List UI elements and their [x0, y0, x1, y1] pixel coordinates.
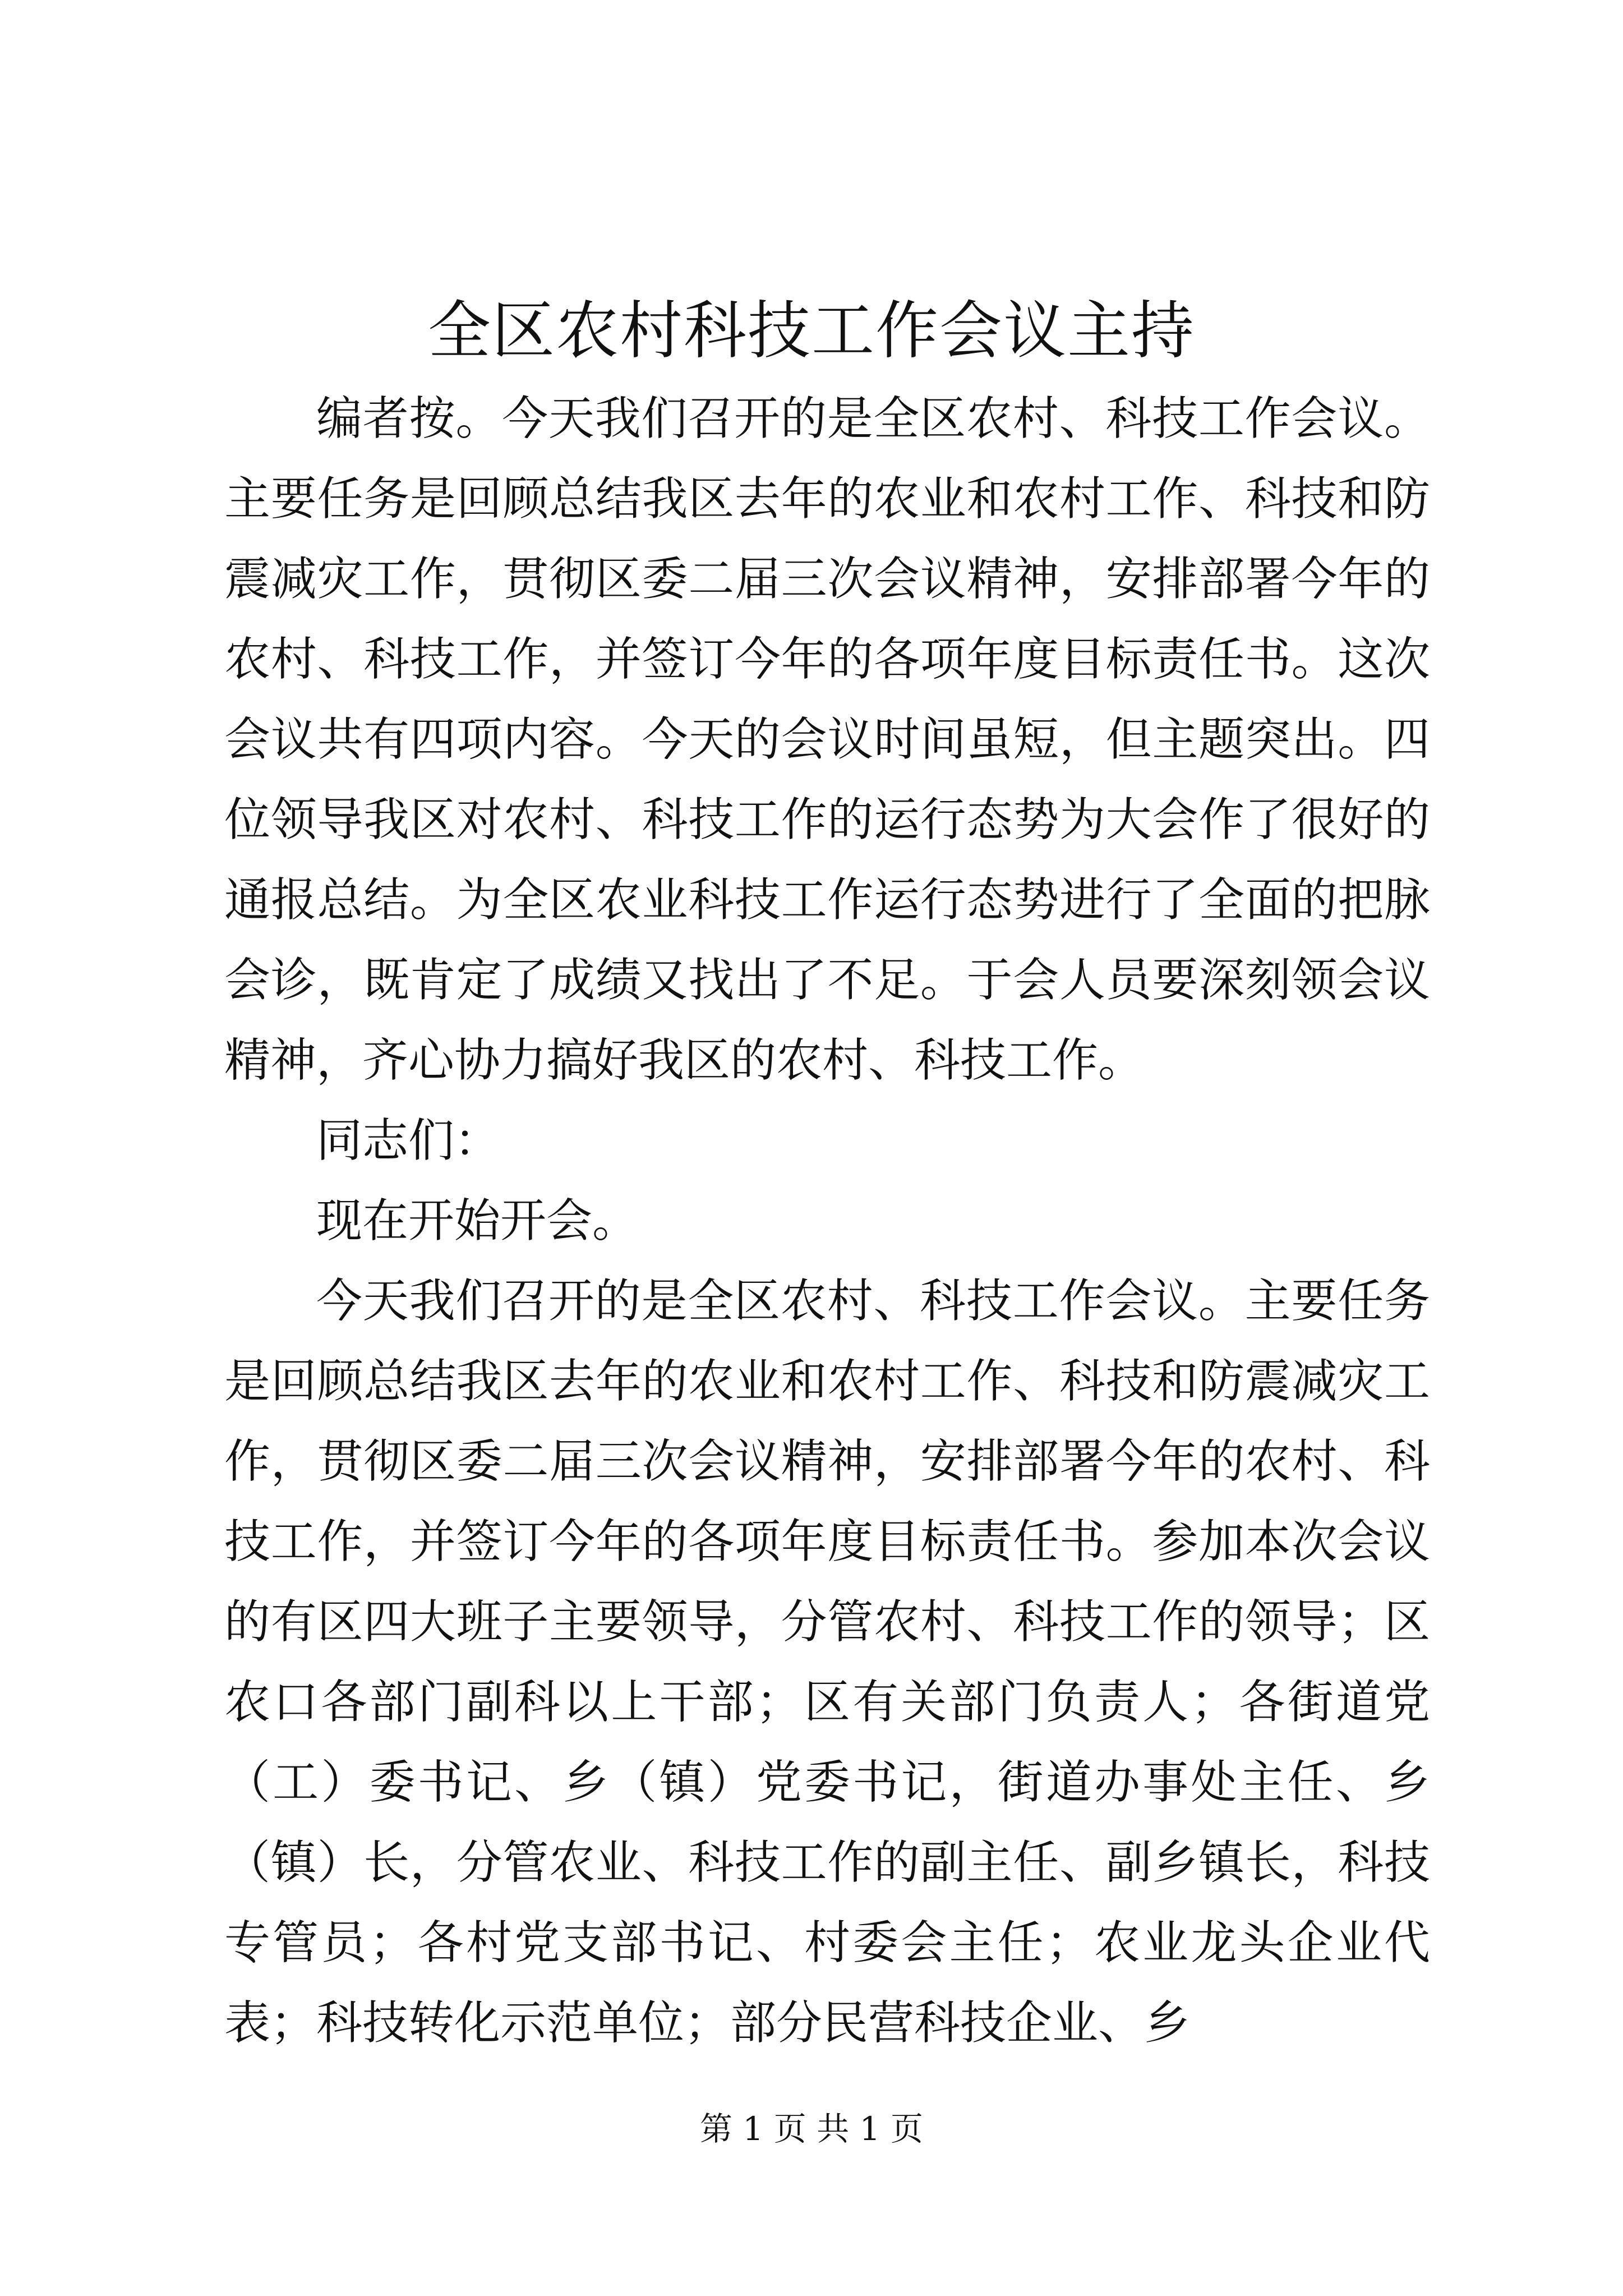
paragraph-editor-note: 编者按。今天我们召开的是全区农村、科技工作会议。主要任务是回顾总结我区去年的农业和农村工作、科技和防震减灾工作，贯彻区委二届三次会议精神，安排部署今年的农村、科技工作，并签订今年的各项年度目标责任书。这次会议共有四项内容。今天的会议时间虽短，但主题突出。四位领导我区对农村、科技工作的运行态势为大会作了很好的通报总结。为全区农业科技工作运行态势进行了全面的把脉会诊，既肯定了成绩又找出了不足。于会人员要深刻领会议精神，齐心协力搞好我区的农村、科技工作。: [224, 392, 1430, 1087]
paragraph-opening: 现在开始开会。: [316, 1194, 639, 1248]
document-body: [224, 379, 1430, 2063]
page-footer: 第 1 页 共 1 页: [700, 2110, 923, 2148]
document-title: 全区农村科技工作会议主持: [428, 295, 1195, 367]
paragraph-meeting-intro: 今天我们召开的是全区农村、科技工作会议。主要任务是回顾总结我区去年的农业和农村工作、科技和防震减灾工作，贯彻区委二届三次会议精神，安排部署今年的农村、科技工作，并签订今年的各项年度目标责任书。参加本次会议的有区四大班子主要领导，分管农村、科技工作的领导；区农口各部门副科以上干部；区有关部门负责人；各街道党（工）委书记、乡（镇）党委书记，街道办事处主任、乡（镇）长，分管农业、科技工作的副主任、副乡镇长，科技专管员；各村党支部书记、村委会主任；农业龙头企业代表；科技转化示范单位；部分民营科技企业、乡: [224, 1274, 1430, 2050]
paragraph-salutation: 同志们：: [316, 1114, 501, 1167]
